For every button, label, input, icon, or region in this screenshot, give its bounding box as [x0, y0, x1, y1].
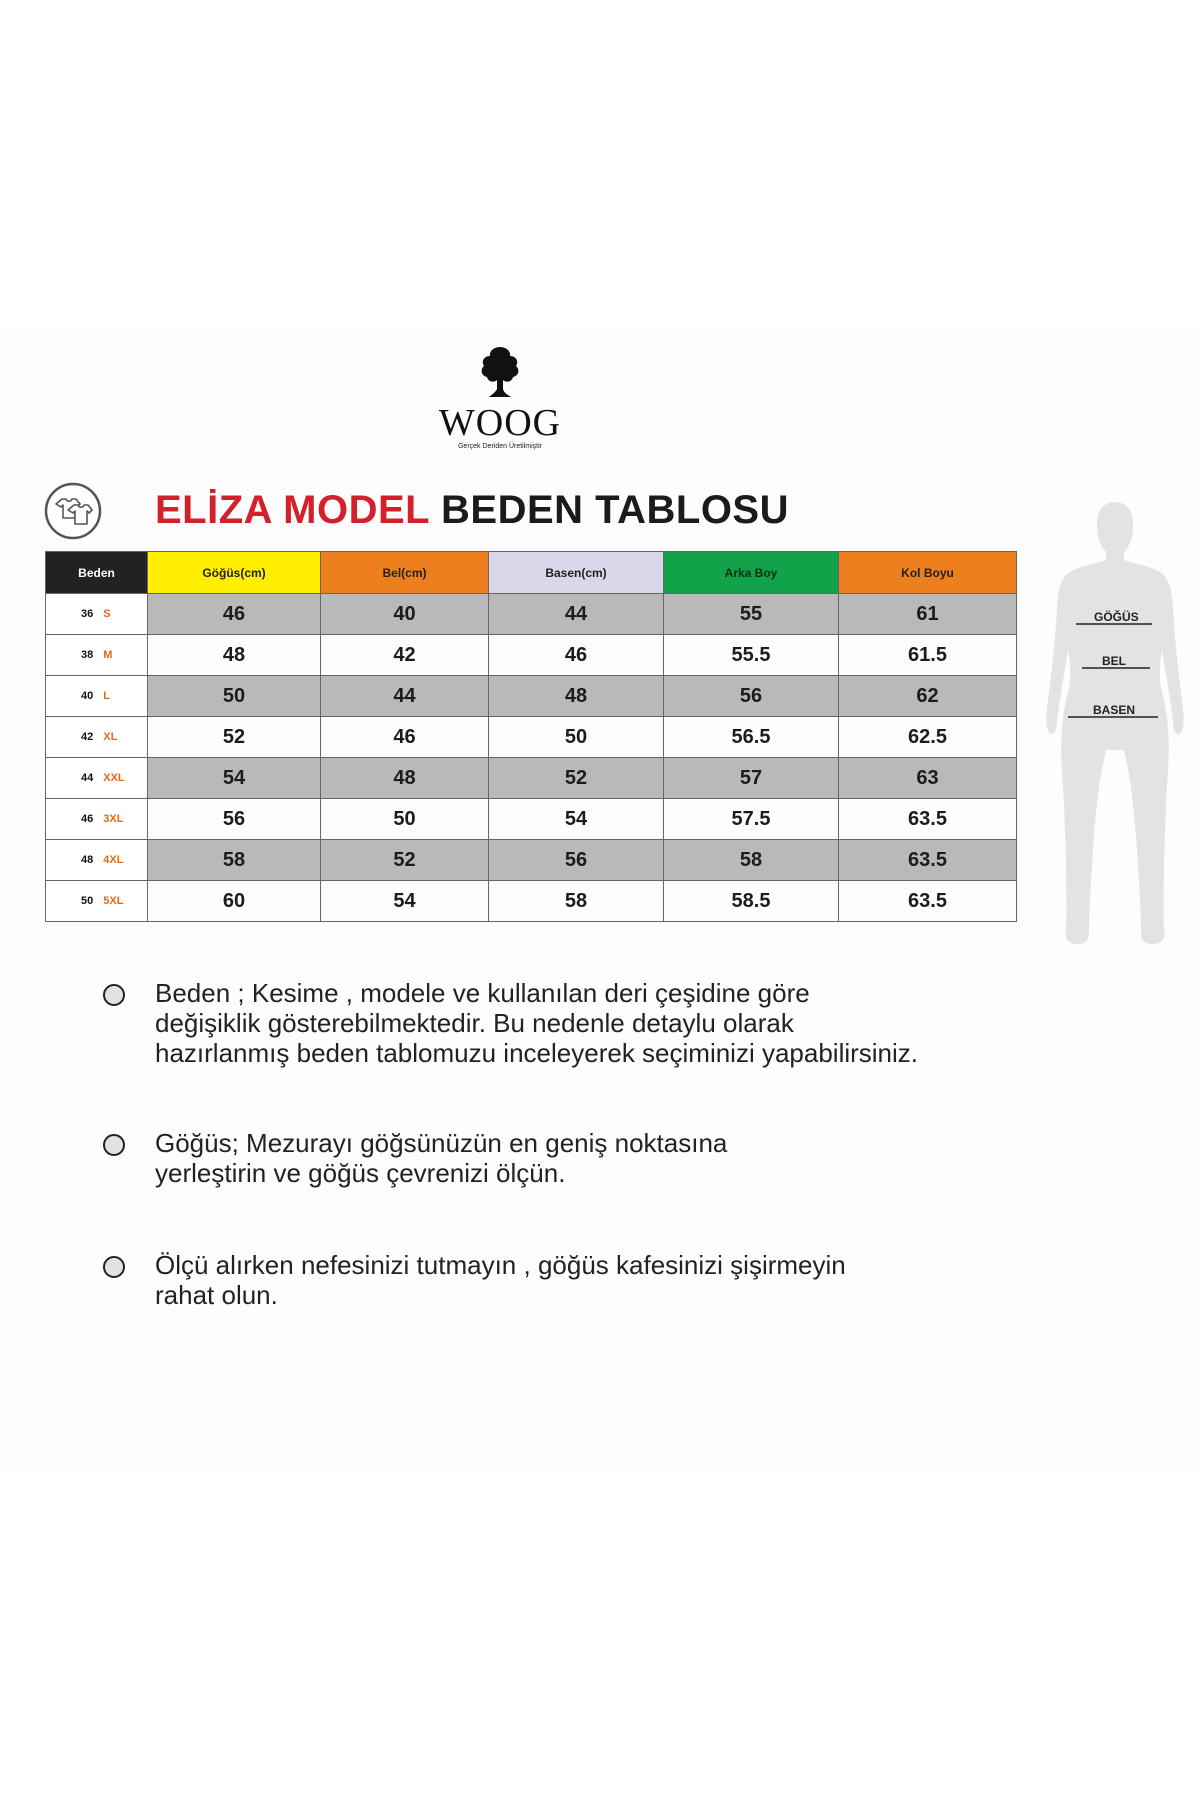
header-arka-boy: Arka Boy	[664, 552, 839, 594]
brand-name: WOOG	[438, 402, 562, 444]
measurement-cell: 63.5	[839, 881, 1017, 922]
table-row	[46, 717, 1017, 758]
measurement-cell: 58	[664, 840, 839, 881]
table-row	[46, 594, 1017, 635]
size-number: 38	[81, 649, 94, 661]
size-label: 4XL	[103, 854, 124, 866]
measurement-cell: 55.5	[664, 635, 839, 676]
title-model: ELİZA MODEL	[155, 488, 430, 532]
measurement-cell: 56	[148, 799, 321, 840]
size-number: 40	[81, 690, 94, 702]
note-item	[100, 978, 980, 1068]
brand-logo	[430, 345, 570, 450]
measurement-cell: 63.5	[839, 840, 1017, 881]
measurement-cell: 58	[148, 840, 321, 881]
size-label: S	[103, 608, 111, 620]
measurement-cell: 61	[839, 594, 1017, 635]
figure-label-basen: BASEN	[1093, 703, 1136, 717]
measurement-cell: 62	[839, 676, 1017, 717]
size-cell	[46, 676, 148, 717]
size-cell	[46, 635, 148, 676]
size-number: 42	[81, 731, 94, 743]
size-number: 50	[81, 895, 94, 907]
table-row	[46, 758, 1017, 799]
measurement-cell: 48	[148, 635, 321, 676]
note-text: Göğüs; Mezurayı göğsünüzün en geniş noktasına yerleştirin ve göğüs çevrenizi ölçün.	[155, 1128, 728, 1188]
size-cell	[46, 799, 148, 840]
size-table	[45, 551, 1017, 922]
measurement-cell: 60	[148, 881, 321, 922]
table-row	[46, 840, 1017, 881]
size-cell	[46, 758, 148, 799]
size-cell	[46, 881, 148, 922]
measurement-cell: 46	[148, 594, 321, 635]
measurement-cell: 52	[489, 758, 664, 799]
measurement-cell: 57	[664, 758, 839, 799]
tree-icon	[477, 345, 523, 401]
table-row	[46, 881, 1017, 922]
measurement-cell: 48	[321, 758, 489, 799]
measurement-cell: 56	[664, 676, 839, 717]
measurement-cell: 50	[148, 676, 321, 717]
note-item	[100, 1250, 980, 1310]
measurement-cell: 54	[489, 799, 664, 840]
body-silhouette	[1040, 500, 1190, 950]
header-gogus: Göğüs(cm)	[148, 552, 321, 594]
header-basen: Basen(cm)	[489, 552, 664, 594]
title-size-chart: BEDEN TABLOSU	[441, 488, 789, 532]
table-row	[46, 799, 1017, 840]
measurement-cell: 57.5	[664, 799, 839, 840]
size-cell	[46, 594, 148, 635]
measurement-cell: 58.5	[664, 881, 839, 922]
brand-tagline: Gerçek Deriden Üretilmiştir	[457, 443, 543, 450]
header-beden: Beden	[46, 552, 148, 594]
header-kol-boyu: Kol Boyu	[839, 552, 1017, 594]
measurement-cell: 44	[321, 676, 489, 717]
bullet-icon	[103, 984, 125, 1006]
size-number: 36	[81, 608, 94, 620]
size-number: 48	[81, 854, 94, 866]
table-header-row	[46, 552, 1017, 594]
measurement-cell: 46	[321, 717, 489, 758]
measurement-cell: 42	[321, 635, 489, 676]
size-label: M	[103, 649, 113, 661]
note-text: Beden ; Kesime , modele ve kullanılan deri çeşidine göre değişiklik gösterebilmektedir. Bu nedenle detaylu olarak hazırlanmış beden tablomuzu inceleyerek seçiminizi yapabilirsiniz.	[155, 978, 919, 1068]
measurement-cell: 50	[321, 799, 489, 840]
size-label: XXL	[103, 772, 125, 784]
measurement-cell: 52	[321, 840, 489, 881]
measurement-cell: 56	[489, 840, 664, 881]
measurement-cell: 44	[489, 594, 664, 635]
size-label: XL	[103, 731, 118, 743]
header-bel: Bel(cm)	[321, 552, 489, 594]
table-row	[46, 676, 1017, 717]
measurement-cell: 56.5	[664, 717, 839, 758]
size-label: L	[103, 690, 110, 702]
measurement-cell: 61.5	[839, 635, 1017, 676]
size-number: 46	[81, 813, 94, 825]
note-item	[100, 1128, 980, 1188]
measurement-cell: 63.5	[839, 799, 1017, 840]
measurement-cell: 63	[839, 758, 1017, 799]
bullet-icon	[103, 1256, 125, 1278]
measurement-cell: 46	[489, 635, 664, 676]
size-label: 3XL	[103, 813, 124, 825]
page-title	[155, 488, 789, 533]
size-cell	[46, 717, 148, 758]
figure-label-bel: BEL	[1102, 654, 1126, 668]
measurement-cell: 48	[489, 676, 664, 717]
tshirt-icon	[44, 482, 102, 540]
measurement-cell: 54	[321, 881, 489, 922]
bullet-icon	[103, 1134, 125, 1156]
size-number: 44	[81, 772, 94, 784]
measurement-cell: 55	[664, 594, 839, 635]
measurement-cell: 40	[321, 594, 489, 635]
figure-label-gogus: GÖĞÜS	[1094, 610, 1139, 624]
measurement-cell: 50	[489, 717, 664, 758]
note-text: Ölçü alırken nefesinizi tutmayın , göğüs kafesinizi şişirmeyin rahat olun.	[155, 1250, 846, 1310]
measurement-cell: 54	[148, 758, 321, 799]
table-row	[46, 635, 1017, 676]
size-cell	[46, 840, 148, 881]
measurement-cell: 52	[148, 717, 321, 758]
size-label: 5XL	[103, 895, 124, 907]
measurement-cell: 62.5	[839, 717, 1017, 758]
measurement-cell: 58	[489, 881, 664, 922]
